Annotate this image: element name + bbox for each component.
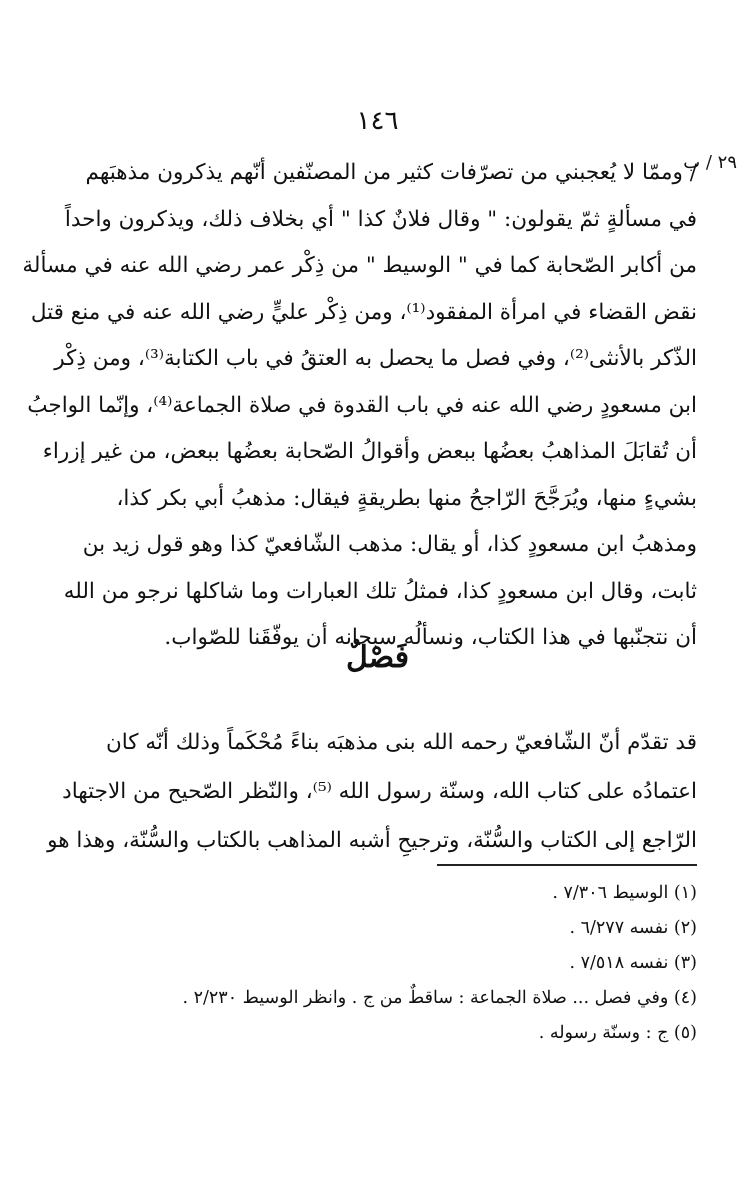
footnote-item: (٤) وفي فصل ... صلاة الجماعة : ساقطٌ من ج . وانظر الوسيط ٢/٢٣٠ .	[182, 988, 697, 1008]
text-line: أن تُقابَلَ المذاهبُ بعضُها ببعض وأقوالُ الصّحابة بعضُها ببعض، من غير إزراء	[42, 439, 697, 464]
text-line: في مسألةٍ ثمّ يقولون: " وقال فلانٌ كذا " أي بخلاف ذلك، ويذكرون واحداً	[64, 206, 697, 232]
text-line: ابن مسعودٍ رضي الله عنه في باب القدوة في صلاة الجماعة⁽⁴⁾، وإنّما الواجبُ	[27, 392, 697, 418]
text-line: الذّكر بالأنثى⁽²⁾، وفي فصل ما يحصل به العتقُ في باب الكتابة⁽³⁾، ومن ذِكْر	[54, 346, 697, 371]
text-line: أن نتجنّبها في هذا الكتاب، ونسألُه سبحانه أن يوفّقَنا للصّواب.	[164, 625, 697, 650]
page-number: ١٤٦	[356, 106, 399, 136]
text-line: بشيءٍ منها، ويُرَجَّحَ الرّاجحُ منها بطريقةٍ فيقال: مذهبُ أبي بكر كذا،	[116, 485, 697, 511]
text-line: من أكابر الصّحابة كما في " الوسيط " من ذِكْر عمر رضي الله عنه في مسألة	[22, 253, 697, 278]
footnote-item: (٢) نفسه ٦/٢٧٧ .	[569, 918, 697, 938]
margin-folio-note: ٢٩ / ب	[683, 152, 737, 173]
text-line: ومذهبُ ابن مسعودٍ كذا، أو يقال: مذهب الشّافعيّ كذا وهو قول زيد بن	[82, 532, 697, 557]
text-line: الرّاجع إلى الكتاب والسُّنّة، وترجيحِ أشبه المذاهب بالكتاب والسُّنّة، وهذا هو	[47, 828, 697, 853]
footnote-item: (١) الوسيط ٧/٣٠٦ .	[552, 883, 697, 903]
text-line: اعتمادُه على كتاب الله، وسنّة رسول الله ⁽⁵⁾، والنّظر الصّحيح من الاجتهاد	[62, 779, 697, 804]
footnotes	[67, 876, 697, 1051]
footnote-divider	[437, 864, 697, 866]
text-line: قد تقدّم أنّ الشّافعيّ رحمه الله بنى مذهبَه بناءً مُحْكَماً وذلك أنّه كان	[105, 730, 697, 755]
text-line: نقض القضاء في امرأة المفقود⁽¹⁾، ومن ذِكْر عليٍّ رضي الله عنه في منع قتل	[30, 299, 697, 325]
footnote-item: (٣) نفسه ٧/٥١٨ .	[569, 953, 697, 973]
text-line: ثابت، وقال ابن مسعودٍ كذا، فمثلُ تلك العبارات وما شاكلها نرجو من الله	[63, 578, 697, 604]
section-heading: فَصْلٌ	[345, 640, 410, 675]
second-paragraph	[47, 718, 697, 865]
text-line: / وممّا لا يُعجبني من تصرّفات كثير من المصنّفين أنّهم يذكرون مذهبَهم	[85, 160, 697, 185]
footnote-item: (٥) ج : وسنّة رسوله .	[538, 1023, 697, 1043]
main-paragraph	[22, 150, 697, 662]
